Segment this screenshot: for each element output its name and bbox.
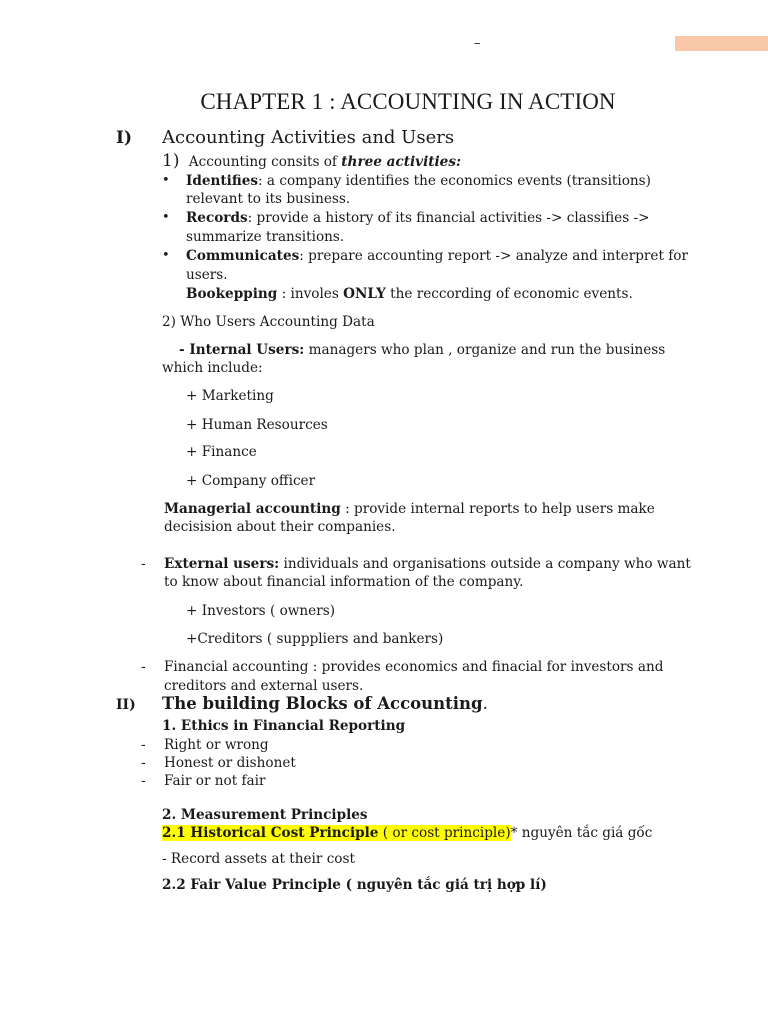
bullet-dot: • <box>162 248 170 263</box>
section2-roman: II) <box>116 697 136 713</box>
historical-cost-note: * nguyên tắc giá gốc <box>510 825 653 841</box>
bullet-text: : a company identifies the economics events (transitions) <box>258 173 651 189</box>
financial-cont: creditors and external users. <box>164 678 364 694</box>
ethics-dash: - <box>141 755 146 771</box>
managerial-text: : provide internal reports to help users make <box>340 501 655 517</box>
measurement-title: 2. Measurement Principles <box>162 807 368 823</box>
bullet-text: : provide a history of its financial activities -> classifies -> <box>247 210 650 226</box>
financial-line: Financial accounting : provides economics and finacial for investors and <box>164 659 664 675</box>
external-list-item: + Investors ( owners) <box>186 603 336 619</box>
external-list-item: +Creditors ( supppliers and bankers) <box>186 631 444 647</box>
fair-value-title: 2.2 Fair Value Principle ( nguyên tắc giá trị hợp lí) <box>162 877 547 893</box>
bullet-term: Identifies <box>186 173 259 189</box>
item1-emphasis: three activities: <box>341 154 461 170</box>
historical-cost-highlight <box>162 825 511 841</box>
historical-cost-line <box>162 824 652 842</box>
bookkeeping-emphasis: ONLY <box>343 286 386 302</box>
ethics-item: Right or wrong <box>164 737 269 753</box>
bullet-records <box>186 209 649 227</box>
item1-text: Accounting consits of <box>188 154 342 170</box>
managerial-cont: decisision about their companies. <box>164 519 396 535</box>
ethics-item: Honest or dishonet <box>164 755 296 771</box>
bullet-term: Records <box>186 210 248 226</box>
internal-users-text: managers who plan , organize and run the business <box>304 342 666 358</box>
historical-cost-term: 2.1 Historical Cost Principle <box>162 825 379 841</box>
chapter-title: CHAPTER 1 : ACCOUNTING IN ACTION <box>200 89 616 114</box>
bookkeeping-text-end: the reccording of economic events. <box>385 286 633 302</box>
item1-line <box>162 152 461 171</box>
bookkeeping-text: : involes <box>277 286 344 302</box>
internal-users-term: - Internal Users: <box>179 342 305 358</box>
external-users-line <box>164 555 691 573</box>
bookkeeping-line <box>186 285 633 303</box>
internal-list-item: + Company officer <box>186 473 316 489</box>
external-users-text: individuals and organisations outside a company who want <box>279 556 691 572</box>
ethics-dash: - <box>141 737 146 753</box>
internal-list-item: + Marketing <box>186 388 274 404</box>
bookkeeping-term: Bookepping <box>186 286 278 302</box>
bullet-term: Communicates <box>186 248 300 264</box>
internal-list-item: + Human Resources <box>186 417 328 433</box>
corner-tab-decoration <box>675 36 768 51</box>
ethics-dash: - <box>141 773 146 789</box>
bullet-records-cont: summarize transitions. <box>186 229 345 245</box>
bullet-dot: • <box>162 210 170 225</box>
managerial-line <box>164 500 655 518</box>
historical-cost-paren: ( or cost principle) <box>378 825 511 841</box>
historical-cost-detail: - Record assets at their cost <box>162 851 355 867</box>
section2-heading-text: The building Blocks of Accounting <box>162 694 483 713</box>
managerial-term: Managerial accounting <box>164 501 341 517</box>
external-users-cont: to know about financial information of the company. <box>164 574 524 590</box>
section2-heading-dot: . <box>482 694 488 713</box>
bullet-communicates-cont: users. <box>186 267 228 283</box>
bullet-identifies <box>186 172 651 190</box>
bullet-dot: • <box>162 173 170 188</box>
section1-roman: I) <box>116 128 132 148</box>
item2-line: 2) Who Users Accounting Data <box>162 314 375 330</box>
bullet-identifies-cont: relevant to its business. <box>186 191 351 207</box>
item1-number: 1) <box>162 151 180 171</box>
external-users-term: External users: <box>164 556 280 572</box>
external-dash: - <box>141 556 146 572</box>
internal-users-cont: which include: <box>162 360 263 376</box>
internal-users-line <box>179 341 665 359</box>
ethics-title: 1. Ethics in Financial Reporting <box>162 718 406 734</box>
ethics-item: Fair or not fair <box>164 773 266 789</box>
section2-heading <box>162 694 488 713</box>
header-dash: – <box>474 36 481 51</box>
bullet-communicates <box>186 247 688 265</box>
bullet-text: : prepare accounting report -> analyze and interpret for <box>299 248 688 264</box>
section1-heading: Accounting Activities and Users <box>162 127 455 148</box>
financial-dash: - <box>141 659 146 675</box>
internal-list-item: + Finance <box>186 444 257 460</box>
